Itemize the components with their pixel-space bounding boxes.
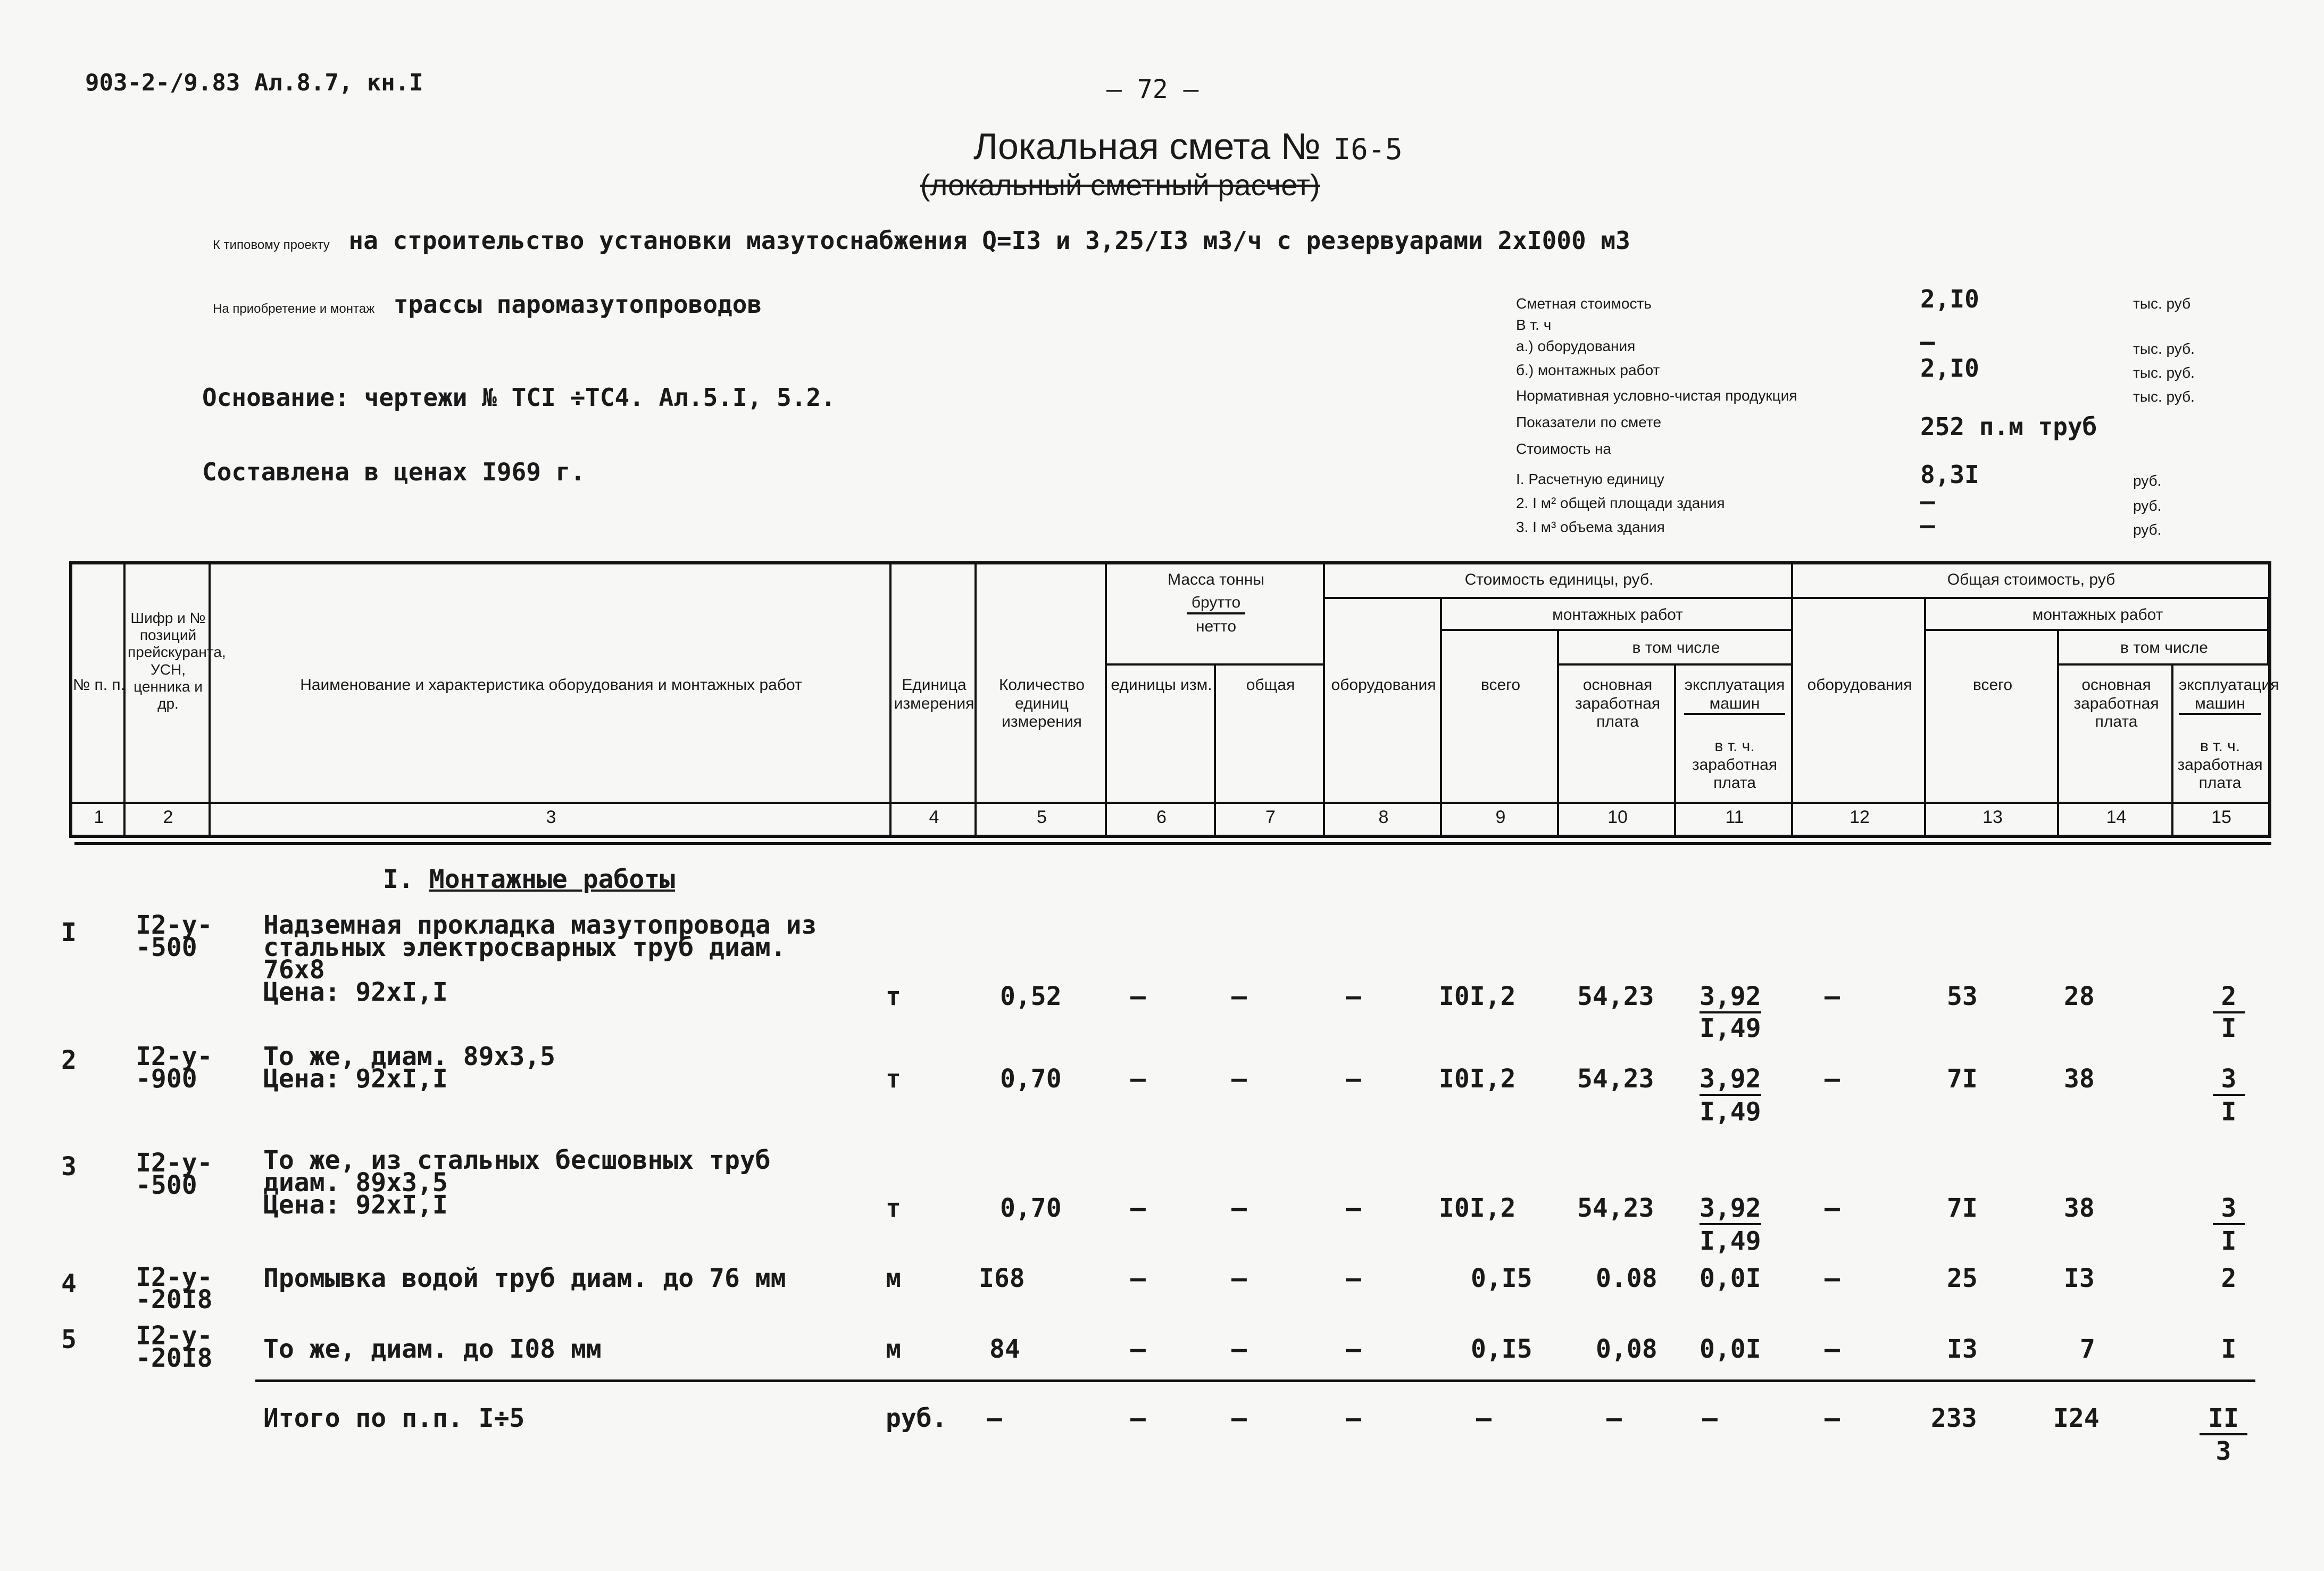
row-total: I0I,2 — [1439, 1193, 1516, 1223]
page-title — [973, 125, 1403, 168]
row-total-machines: 2 — [2213, 982, 2245, 1013]
col-header-code: Шифр и № позиций прейскуранта, УСН, ценника и др. — [128, 610, 226, 712]
row-mass-unit: — — [1130, 1193, 1146, 1223]
title-text: Локальная смета № — [973, 126, 1321, 167]
row-total-equipment: — — [1825, 1264, 1840, 1293]
row-total-all: 7I — [1947, 1193, 1978, 1223]
col-number: 14 — [2106, 807, 2127, 827]
row-machines: 0,0I — [1700, 1264, 1761, 1293]
col-number: 5 — [1037, 807, 1047, 827]
summary-value: 2,I0 — [1920, 354, 1979, 383]
col-header-machines: эксплуатация машин — [1684, 676, 1785, 715]
summary-value: — — [1920, 327, 1935, 356]
row-mass-unit: — — [1130, 1064, 1146, 1094]
row-total: I0I,2 — [1439, 982, 1516, 1011]
row-wage: 54,23 — [1577, 1064, 1654, 1094]
col-header-number: № п. п. — [72, 676, 125, 694]
total-label: Итого по п.п. I÷5 — [263, 1403, 525, 1433]
row-total-all: 7I — [1947, 1064, 1978, 1094]
summary-label: I. Расчетную единицу — [1516, 471, 1664, 487]
summary-label: а.) оборудования — [1516, 338, 1636, 354]
col-number: 15 — [2211, 807, 2231, 827]
summary-unit: тыс. руб. — [2133, 340, 2195, 357]
summary-label: 3. I м³ объема здания — [1516, 519, 1665, 535]
row-total-wage: 38 — [2064, 1064, 2095, 1094]
summary-value: 2,I0 — [1920, 285, 1979, 313]
row-machines: 3,92 — [1700, 982, 1761, 1013]
acquisition-row — [213, 290, 762, 319]
col-header-netto: нетто — [1195, 618, 1237, 635]
row-code: I2-у- -900 — [136, 1042, 213, 1094]
page-number: — 72 — — [1106, 74, 1199, 104]
row-number: 5 — [61, 1325, 77, 1354]
summary-value: 252 п.м труб — [1920, 412, 2097, 441]
col-header-total-all: всего — [1972, 676, 2013, 694]
row-equipment: — — [1346, 1064, 1361, 1094]
col-header-mass-unit: единицы изм. — [1111, 676, 1212, 694]
row-total-equipment: — — [1825, 1193, 1840, 1223]
row-total-machines: I — [2221, 1334, 2237, 1364]
col-header-total-machines-wage: в т. ч. заработная плата — [2177, 737, 2263, 792]
project-text: на строительство установки мазутоснабжения Q=I3 и 3,25/I3 м3/ч с резервуарами 2хI000 м3 — [348, 226, 1630, 255]
col-header-machines-wage: в т. ч. заработная плата — [1692, 737, 1778, 792]
summary-value: 8,3I — [1920, 460, 1979, 489]
total-machines: — — [1702, 1403, 1718, 1433]
row-unit: м — [886, 1264, 901, 1293]
summary-label: В т. ч — [1516, 317, 1552, 333]
col-header-total-incl: в том числе — [2120, 639, 2208, 656]
row-total-machines: 3 — [2213, 1193, 2245, 1225]
total-total-machines: II — [2200, 1403, 2247, 1435]
summary-label: б.) монтажных работ — [1516, 362, 1660, 378]
col-header-equipment: оборудования — [1331, 676, 1436, 694]
row-total-all: I3 — [1947, 1334, 1978, 1364]
project-row — [213, 226, 1630, 255]
row-equipment: — — [1346, 1334, 1361, 1364]
row-quantity: 84 — [989, 1334, 1020, 1364]
row-equipment: — — [1346, 1193, 1361, 1223]
col-header-total-equipment: оборудования — [1807, 676, 1912, 694]
row-machines: 3,92 — [1700, 1064, 1761, 1096]
title-number: I6-5 — [1333, 132, 1403, 166]
col-header-mass: Масса тонны — [1168, 571, 1264, 588]
row-machines-wage: I,49 — [1700, 1226, 1761, 1256]
row-mass-unit: — — [1130, 1334, 1146, 1364]
summary-unit: руб. — [2133, 472, 2162, 489]
row-total-wage: 28 — [2064, 982, 2095, 1011]
project-label: К типовому проекту — [213, 238, 330, 252]
summary-label: Показатели по смете — [1516, 414, 1662, 430]
col-number: 2 — [163, 807, 173, 827]
row-total-machines-wage: I — [2221, 1226, 2237, 1256]
total-total: — — [1476, 1403, 1492, 1433]
row-quantity: 0,52 — [1000, 982, 1062, 1011]
summary-label: Сметная стоимость — [1516, 295, 1652, 312]
document-id: 903-2-/9.83 Ал.8.7, кн.I — [85, 69, 423, 96]
col-number: 7 — [1265, 807, 1276, 827]
col-header-mass-total: общая — [1246, 676, 1295, 694]
row-total-machines: 3 — [2213, 1064, 2245, 1096]
summary-value: — — [1920, 487, 1935, 516]
row-equipment: — — [1346, 982, 1361, 1011]
summary-unit: руб. — [2133, 497, 2162, 514]
row-total-all: 53 — [1947, 982, 1978, 1011]
col-number: 11 — [1725, 807, 1744, 827]
row-wage: 54,23 — [1577, 1193, 1654, 1223]
row-total-equipment: — — [1825, 1334, 1840, 1364]
row-code: I2-у- -20I8 — [136, 1262, 213, 1315]
total-unit: руб. — [886, 1403, 947, 1433]
section-title — [383, 865, 675, 894]
col-number: 8 — [1378, 807, 1389, 827]
row-number: 4 — [61, 1269, 77, 1299]
col-number: 3 — [546, 807, 556, 827]
col-header-unit: Единица измерения — [894, 676, 974, 712]
col-number: 12 — [1850, 807, 1870, 827]
col-header-incl: в том числе — [1632, 639, 1720, 656]
summary-unit: руб. — [2133, 521, 2162, 538]
row-unit: м — [886, 1334, 901, 1364]
col-number: 1 — [94, 807, 104, 827]
row-mass-total: — — [1231, 1064, 1247, 1094]
summary-label: Нормативная условно-чистая продукция — [1516, 387, 1797, 404]
struck-subtitle: (локальный сметный расчет) — [920, 168, 1320, 202]
row-mass-unit: — — [1130, 1264, 1146, 1293]
row-wage: 54,23 — [1577, 982, 1654, 1011]
row-unit: т — [886, 1193, 901, 1223]
row-quantity: I68 — [979, 1264, 1025, 1293]
row-description: То же, диам. 89х3,5 Цена: 92хI,I — [263, 1042, 556, 1094]
row-description: То же, из стальных бесшовных труб диам. 89х3,5 Цена: 92хI,I — [263, 1145, 771, 1220]
col-header-total: всего — [1480, 676, 1521, 694]
row-total: 0,I5 — [1471, 1334, 1532, 1364]
row-machines: 3,92 — [1700, 1193, 1761, 1225]
col-header-unit-cost: Стоимость единицы, руб. — [1464, 571, 1654, 588]
row-quantity: 0,70 — [1000, 1064, 1062, 1094]
acquisition-text: трассы паромазутопроводов — [393, 290, 762, 319]
row-total-all: 25 — [1947, 1264, 1978, 1293]
row-machines-wage: I,49 — [1700, 1013, 1761, 1043]
col-number: 13 — [1983, 807, 2003, 827]
row-total-wage: I3 — [2064, 1264, 2095, 1293]
row-total: I0I,2 — [1439, 1064, 1516, 1094]
row-equipment: — — [1346, 1264, 1361, 1293]
row-description: Надземная прокладка мазутопровода из стальных электросварных труб диам. 76х8 Цена: 92хI,I — [263, 910, 817, 1007]
col-header-total-wage: основная заработная плата — [2073, 676, 2159, 730]
col-header-total-machines: эксплуатация машин — [2179, 676, 2261, 715]
row-code: I2-у- -20I8 — [136, 1321, 213, 1373]
row-total-wage: 38 — [2064, 1193, 2095, 1223]
row-machines: 0,0I — [1700, 1334, 1761, 1364]
summary-unit: тыс. руб. — [2133, 388, 2195, 405]
row-mass-unit: — — [1130, 982, 1146, 1011]
composed-text: Составлена в ценах I969 г. — [202, 458, 586, 486]
col-header-total-cost: Общая стоимость, руб — [1947, 571, 2115, 588]
total-wage: — — [1606, 1403, 1622, 1433]
total-total-equipment: — — [1825, 1403, 1840, 1433]
total-total-machines-wage: 3 — [2215, 1436, 2231, 1466]
col-header-brutto: брутто — [1187, 594, 1245, 614]
summary-unit: тыс. руб — [2133, 295, 2191, 312]
summary-unit: тыс. руб. — [2133, 364, 2195, 381]
total-equipment: — — [1346, 1403, 1361, 1433]
row-code: I2-у- -500 — [136, 910, 213, 962]
row-wage: 0.08 — [1596, 1264, 1657, 1293]
section-title-number: I. — [383, 865, 414, 894]
col-header-total-install: монтажных работ — [2032, 606, 2163, 624]
total-quantity: — — [987, 1403, 1002, 1433]
summary-label: Стоимость на — [1516, 440, 1611, 457]
row-description: Промывка водой труб диам. до 76 мм — [263, 1264, 786, 1293]
row-total-wage: 7 — [2080, 1334, 2095, 1364]
row-total-machines-wage: I — [2221, 1013, 2237, 1043]
row-mass-total: — — [1231, 982, 1247, 1011]
row-machines-wage: I,49 — [1700, 1097, 1761, 1127]
row-number: 2 — [61, 1045, 77, 1075]
total-mass-total: — — [1231, 1403, 1247, 1433]
row-total-machines: 2 — [2221, 1264, 2237, 1293]
row-unit: т — [886, 982, 901, 1011]
row-mass-total: — — [1231, 1193, 1247, 1223]
summary-label: 2. I м² общей площади здания — [1516, 495, 1725, 511]
row-code: I2-у- -500 — [136, 1148, 213, 1200]
row-total-machines-wage: I — [2221, 1097, 2237, 1127]
col-number: 6 — [1156, 807, 1167, 827]
total-total-wage: I24 — [2053, 1403, 2100, 1433]
row-total-equipment: — — [1825, 1064, 1840, 1094]
col-number: 4 — [929, 807, 939, 827]
acquisition-label: На приобретение и монтаж — [213, 302, 375, 316]
row-mass-total: — — [1231, 1264, 1247, 1293]
basis-text: Основание: чертежи № TCI ÷TC4. Ал.5.I, 5.2. — [202, 383, 836, 412]
col-number: 10 — [1607, 807, 1628, 827]
row-quantity: 0,70 — [1000, 1193, 1062, 1223]
col-header-wage: основная заработная плата — [1575, 676, 1661, 730]
row-total-equipment: — — [1825, 982, 1840, 1011]
total-mass-unit: — — [1130, 1403, 1146, 1433]
table-header — [69, 561, 2279, 838]
row-mass-total: — — [1231, 1334, 1247, 1364]
col-header-unit-install: монтажных работ — [1552, 606, 1683, 624]
summary-value: — — [1920, 511, 1935, 539]
col-header-quantity: Количество единиц измерения — [998, 676, 1085, 730]
row-description: То же, диам. до I08 мм — [263, 1334, 602, 1364]
total-total-all: 233 — [1931, 1403, 1977, 1433]
row-wage: 0,08 — [1596, 1334, 1657, 1364]
row-total: 0,I5 — [1471, 1264, 1532, 1293]
col-number: 9 — [1495, 807, 1506, 827]
row-number: 3 — [61, 1152, 77, 1182]
row-number: I — [61, 918, 77, 947]
row-unit: т — [886, 1064, 901, 1094]
col-header-name: Наименование и характеристика оборудования и монтажных работ — [300, 676, 802, 694]
section-title-text: Монтажные работы — [429, 865, 676, 894]
